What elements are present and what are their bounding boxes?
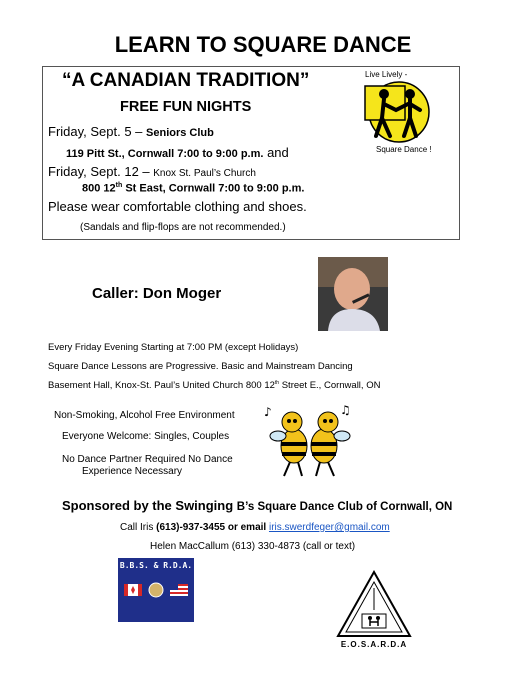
square-dance-logo [362,80,436,144]
sandals-note: (Sandals and flip-flops are not recommended.) [80,222,286,233]
partner-line: No Dance Partner Required No Dance [62,454,233,465]
dancing-bees-illustration [262,402,358,482]
location-line: Basement Hall, Knox-St. Paul’s United Church 800 12th Street E., Cornwall, ON [48,380,381,392]
environment-line: Non-Smoking, Alcohol Free Environment [54,410,235,421]
event-address-2: 800 12th St East, Cornwall 7:00 to 9:00 p.m. [82,182,305,195]
caller-photo [318,257,388,331]
schedule-line: Every Friday Evening Starting at 7:00 PM (except Holidays) [48,342,299,353]
page-title: LEARN TO SQUARE DANCE [114,32,412,57]
experience-line: Experience Necessary [82,466,183,477]
eosarda-logo [336,570,412,640]
event-date-1: Friday, Sept. 5 – Seniors Club [48,124,214,139]
iris-email-link[interactable]: iris.swerdfeger@gmail.com [268,522,390,533]
eosarda-label: E.O.S.A.R.D.A [340,640,408,649]
event-venue-2: Knox St. Paul’s Church [153,168,256,179]
free-nights-heading: FREE FUN NIGHTS [120,99,252,115]
welcome-line: Everyone Welcome: Singles, Couples [62,431,230,442]
event-address-1: 119 Pitt St., Cornwall 7:00 to 9:00 p.m. and [66,145,289,160]
tradition-heading: “A CANADIAN TRADITION” [62,70,310,91]
bbs-rda-label: B.B.S. & R.D.A. [119,561,193,570]
sponsor-line: Sponsored by the Swinging B’s Square Dance Club of Cornwall, ON [62,498,453,513]
svg-text:♪: ♪ [264,405,272,419]
clothing-note: Please wear comfortable clothing and shoes. [48,199,307,214]
logo-bottom-text: Square Dance ! [376,145,432,154]
contact-iris: Call Iris (613)-937-3455 or email iris.swerdfeger@gmail.com [120,522,390,533]
event-venue-1: Seniors Club [146,127,214,139]
contact-helen: Helen MacCallum (613) 330-4873 (call or text) [150,541,356,552]
iris-phone: (613)-937-3455 [156,522,226,533]
event-date-2: Friday, Sept. 12 – Knox St. Paul’s Church [48,164,256,179]
logo-top-text: Live Lively - [365,70,408,79]
lessons-line: Square Dance Lessons are Progressive. Basic and Mainstream Dancing [48,361,353,372]
svg-text:♫: ♫ [340,403,351,417]
caller-name: Caller: Don Moger [92,285,222,302]
